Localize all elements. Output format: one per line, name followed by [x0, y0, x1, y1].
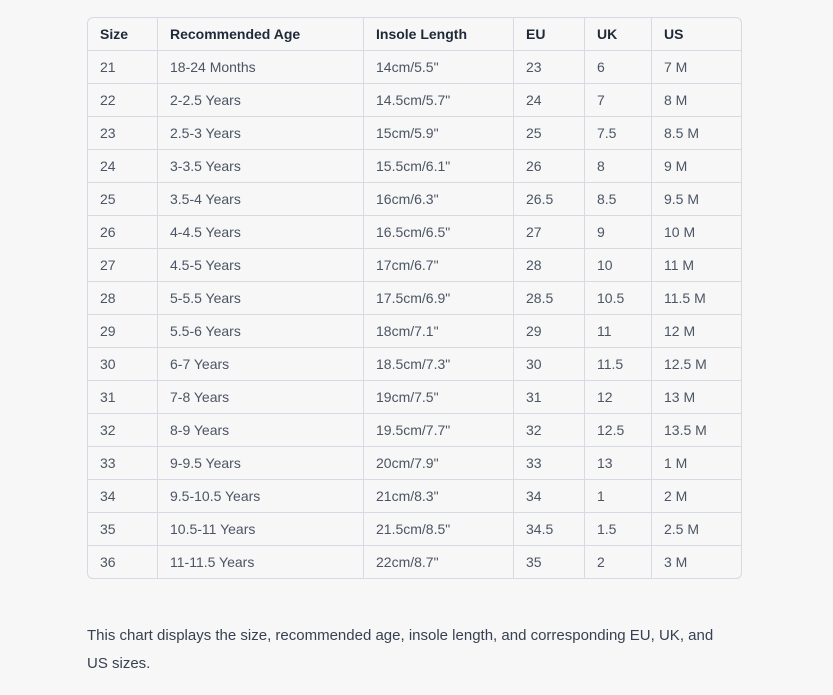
cell-uk: 7.5: [585, 117, 652, 150]
cell-us: 9.5 M: [652, 183, 741, 216]
cell-insole-length: 14cm/5.5": [364, 51, 514, 84]
cell-eu: 30: [514, 348, 585, 381]
cell-uk: 13: [585, 447, 652, 480]
column-header-eu: EU: [514, 18, 585, 51]
table-caption: This chart displays the size, recommended age, insole length, and corresponding EU, UK, and US sizes.: [87, 627, 714, 672]
cell-us: 12.5 M: [652, 348, 741, 381]
cell-uk: 11.5: [585, 348, 652, 381]
cell-uk: 8: [585, 150, 652, 183]
table-header-row: [88, 18, 741, 51]
cell-us: 8 M: [652, 84, 741, 117]
table-row: [88, 183, 741, 216]
table-row: [88, 315, 741, 348]
cell-insole-length: 18cm/7.1": [364, 315, 514, 348]
cell-eu: 26: [514, 150, 585, 183]
table-row: [88, 84, 741, 117]
cell-recommended-age: 5-5.5 Years: [158, 282, 364, 315]
cell-us: 10 M: [652, 216, 741, 249]
cell-recommended-age: 3.5-4 Years: [158, 183, 364, 216]
table-row: [88, 150, 741, 183]
cell-recommended-age: 9.5-10.5 Years: [158, 480, 364, 513]
cell-insole-length: 17cm/6.7": [364, 249, 514, 282]
cell-recommended-age: 5.5-6 Years: [158, 315, 364, 348]
cell-us: 7 M: [652, 51, 741, 84]
cell-uk: 11: [585, 315, 652, 348]
cell-us: 2 M: [652, 480, 741, 513]
cell-recommended-age: 4.5-5 Years: [158, 249, 364, 282]
column-header-us: US: [652, 18, 741, 51]
cell-size: 23: [88, 117, 158, 150]
cell-insole-length: 16cm/6.3": [364, 183, 514, 216]
table-row: [88, 513, 741, 546]
cell-size: 25: [88, 183, 158, 216]
cell-uk: 1: [585, 480, 652, 513]
cell-recommended-age: 11-11.5 Years: [158, 546, 364, 578]
cell-size: 36: [88, 546, 158, 578]
cell-size: 32: [88, 414, 158, 447]
size-chart-table: [87, 17, 742, 579]
cell-recommended-age: 3-3.5 Years: [158, 150, 364, 183]
cell-insole-length: 22cm/8.7": [364, 546, 514, 578]
table-row: [88, 546, 741, 578]
table-row: [88, 348, 741, 381]
table-row: [88, 447, 741, 480]
cell-eu: 31: [514, 381, 585, 414]
cell-us: 11 M: [652, 249, 741, 282]
cell-uk: 6: [585, 51, 652, 84]
table-body: [88, 51, 741, 578]
cell-insole-length: 19.5cm/7.7": [364, 414, 514, 447]
cell-uk: 10.5: [585, 282, 652, 315]
cell-size: 33: [88, 447, 158, 480]
cell-eu: 35: [514, 546, 585, 578]
cell-size: 34: [88, 480, 158, 513]
cell-insole-length: 14.5cm/5.7": [364, 84, 514, 117]
table-row: [88, 414, 741, 447]
cell-us: 13 M: [652, 381, 741, 414]
cell-eu: 25: [514, 117, 585, 150]
cell-uk: 8.5: [585, 183, 652, 216]
size-chart-container: [87, 17, 740, 579]
cell-insole-length: 15.5cm/6.1": [364, 150, 514, 183]
cell-insole-length: 16.5cm/6.5": [364, 216, 514, 249]
cell-eu: 23: [514, 51, 585, 84]
table-row: [88, 249, 741, 282]
cell-size: 30: [88, 348, 158, 381]
cell-eu: 34.5: [514, 513, 585, 546]
cell-recommended-age: 2.5-3 Years: [158, 117, 364, 150]
cell-insole-length: 18.5cm/7.3": [364, 348, 514, 381]
cell-size: 24: [88, 150, 158, 183]
cell-uk: 7: [585, 84, 652, 117]
cell-recommended-age: 8-9 Years: [158, 414, 364, 447]
cell-uk: 9: [585, 216, 652, 249]
cell-eu: 27: [514, 216, 585, 249]
cell-insole-length: 15cm/5.9": [364, 117, 514, 150]
cell-uk: 12.5: [585, 414, 652, 447]
cell-uk: 12: [585, 381, 652, 414]
cell-insole-length: 19cm/7.5": [364, 381, 514, 414]
cell-recommended-age: 6-7 Years: [158, 348, 364, 381]
cell-eu: 28.5: [514, 282, 585, 315]
cell-us: 2.5 M: [652, 513, 741, 546]
cell-us: 13.5 M: [652, 414, 741, 447]
cell-eu: 33: [514, 447, 585, 480]
cell-eu: 26.5: [514, 183, 585, 216]
cell-recommended-age: 7-8 Years: [158, 381, 364, 414]
column-header-recommended-age: Recommended Age: [158, 18, 364, 51]
cell-insole-length: 17.5cm/6.9": [364, 282, 514, 315]
cell-recommended-age: 4-4.5 Years: [158, 216, 364, 249]
cell-eu: 34: [514, 480, 585, 513]
cell-size: 21: [88, 51, 158, 84]
table-row: [88, 117, 741, 150]
cell-eu: 28: [514, 249, 585, 282]
cell-recommended-age: 18-24 Months: [158, 51, 364, 84]
table-row: [88, 480, 741, 513]
table-row: [88, 381, 741, 414]
cell-size: 22: [88, 84, 158, 117]
cell-size: 28: [88, 282, 158, 315]
table-row: [88, 51, 741, 84]
cell-size: 31: [88, 381, 158, 414]
table-row: [88, 216, 741, 249]
column-header-uk: UK: [585, 18, 652, 51]
cell-insole-length: 21.5cm/8.5": [364, 513, 514, 546]
cell-uk: 2: [585, 546, 652, 578]
cell-eu: 32: [514, 414, 585, 447]
cell-size: 27: [88, 249, 158, 282]
cell-eu: 24: [514, 84, 585, 117]
cell-recommended-age: 10.5-11 Years: [158, 513, 364, 546]
column-header-insole-length: Insole Length: [364, 18, 514, 51]
cell-us: 12 M: [652, 315, 741, 348]
cell-us: 11.5 M: [652, 282, 741, 315]
cell-size: 26: [88, 216, 158, 249]
column-header-size: Size: [88, 18, 158, 51]
cell-us: 1 M: [652, 447, 741, 480]
cell-us: 8.5 M: [652, 117, 741, 150]
table-row: [88, 282, 741, 315]
cell-insole-length: 21cm/8.3": [364, 480, 514, 513]
cell-us: 9 M: [652, 150, 741, 183]
cell-recommended-age: 2-2.5 Years: [158, 84, 364, 117]
cell-uk: 10: [585, 249, 652, 282]
cell-eu: 29: [514, 315, 585, 348]
cell-size: 35: [88, 513, 158, 546]
cell-insole-length: 20cm/7.9": [364, 447, 514, 480]
cell-uk: 1.5: [585, 513, 652, 546]
cell-us: 3 M: [664, 554, 688, 570]
cell-recommended-age: 9-9.5 Years: [158, 447, 364, 480]
cell-size: 29: [88, 315, 158, 348]
